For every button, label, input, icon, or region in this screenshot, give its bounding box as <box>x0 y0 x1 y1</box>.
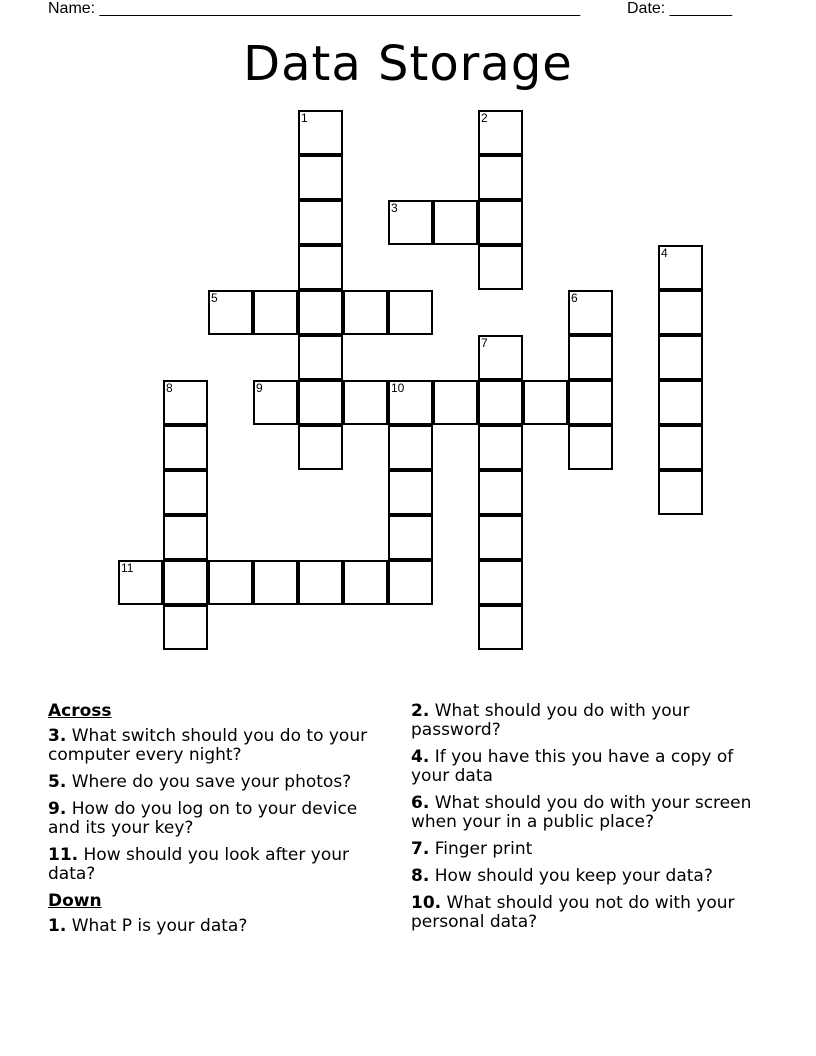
clue-number: 9 <box>256 381 263 395</box>
grid-cell[interactable] <box>298 290 343 335</box>
clue-down-4: 4. If you have this you have a copy of your data <box>411 747 734 786</box>
clue-across-3: 3. What switch should you do to your computer every night? <box>48 726 368 765</box>
clue-number: 10 <box>391 381 405 395</box>
grid-cell[interactable] <box>568 335 613 380</box>
down-heading: Down <box>48 891 102 911</box>
grid-cell[interactable] <box>568 380 613 425</box>
across-heading: Across <box>48 701 112 721</box>
grid-cell[interactable] <box>253 290 298 335</box>
grid-cell[interactable] <box>253 560 298 605</box>
grid-cell[interactable] <box>433 380 478 425</box>
grid-cell[interactable] <box>478 605 523 650</box>
grid-cell[interactable] <box>298 335 343 380</box>
grid-cell[interactable] <box>658 290 703 335</box>
grid-cell[interactable] <box>658 470 703 515</box>
grid-cell[interactable] <box>298 425 343 470</box>
grid-cell[interactable] <box>343 560 388 605</box>
grid-cell[interactable] <box>568 290 613 335</box>
grid-cell[interactable] <box>658 425 703 470</box>
grid-cell[interactable] <box>388 560 433 605</box>
clue-number: 11 <box>121 561 134 575</box>
grid-cell[interactable] <box>478 425 523 470</box>
clue-across-5: 5. Where do you save your photos? <box>48 772 352 792</box>
clue-number: 6 <box>571 291 578 305</box>
clue-number: 3 <box>391 201 398 215</box>
grid-cell[interactable] <box>658 335 703 380</box>
grid-cell[interactable] <box>163 605 208 650</box>
grid-cell[interactable] <box>478 335 523 380</box>
grid-cell[interactable] <box>163 560 208 605</box>
clue-down-6: 6. What should you do with your screen when your in a public place? <box>411 793 752 832</box>
grid-cell[interactable] <box>253 380 298 425</box>
clue-number: 8 <box>166 381 173 395</box>
grid-cell[interactable] <box>523 380 568 425</box>
grid-cell[interactable] <box>388 290 433 335</box>
clue-number: 5 <box>211 291 218 305</box>
grid-cell[interactable] <box>208 560 253 605</box>
clue-down-1: 1. What P is your data? <box>48 916 248 936</box>
grid-cell[interactable] <box>298 155 343 200</box>
grid-cell[interactable] <box>478 380 523 425</box>
grid-cell[interactable] <box>478 245 523 290</box>
grid-cell[interactable] <box>433 200 478 245</box>
grid-cell[interactable] <box>388 380 433 425</box>
name-line: Name: ______________________________________________________ <box>48 0 581 17</box>
grid-cell[interactable] <box>208 290 253 335</box>
grid-cell[interactable] <box>298 200 343 245</box>
grid-cell[interactable] <box>163 380 208 425</box>
clue-number: 4 <box>661 246 668 260</box>
clue-number: 7 <box>481 336 488 350</box>
clue-across-9: 9. How do you log on to your device and its your key? <box>48 799 358 838</box>
grid-cell[interactable] <box>298 380 343 425</box>
clue-down-2: 2. What should you do with your password? <box>411 701 690 740</box>
grid-cell[interactable] <box>298 560 343 605</box>
clue-number: 1 <box>301 111 308 125</box>
page-title: Data Storage <box>243 36 573 92</box>
grid-cell[interactable] <box>388 515 433 560</box>
grid-cell[interactable] <box>343 290 388 335</box>
clue-down-10: 10. What should you not do with your personal data? <box>411 893 735 932</box>
grid-cell[interactable] <box>388 200 433 245</box>
grid-cell[interactable] <box>478 110 523 155</box>
clues-right-column <box>411 702 761 940</box>
grid-cell[interactable] <box>163 470 208 515</box>
grid-cell[interactable] <box>388 470 433 515</box>
grid-cell[interactable] <box>478 470 523 515</box>
grid-cell[interactable] <box>388 425 433 470</box>
grid-cell[interactable] <box>343 380 388 425</box>
grid-cell[interactable] <box>478 155 523 200</box>
clue-across-11: 11. How should you look after your data? <box>48 845 350 884</box>
clues-left-column <box>48 702 388 944</box>
grid-cell[interactable] <box>298 110 343 155</box>
clue-down-8: 8. How should you keep your data? <box>411 866 713 886</box>
grid-cell[interactable] <box>118 560 163 605</box>
grid-cell[interactable] <box>163 425 208 470</box>
grid-cell[interactable] <box>478 560 523 605</box>
clue-down-7: 7. Finger print <box>411 839 533 859</box>
date-line: Date: _______ <box>627 0 732 17</box>
clue-number: 2 <box>481 111 488 125</box>
grid-cell[interactable] <box>163 515 208 560</box>
grid-cell[interactable] <box>478 515 523 560</box>
grid-cell[interactable] <box>478 200 523 245</box>
grid-cell[interactable] <box>658 380 703 425</box>
grid-cell[interactable] <box>298 245 343 290</box>
grid-cell[interactable] <box>568 425 613 470</box>
grid-cell[interactable] <box>658 245 703 290</box>
